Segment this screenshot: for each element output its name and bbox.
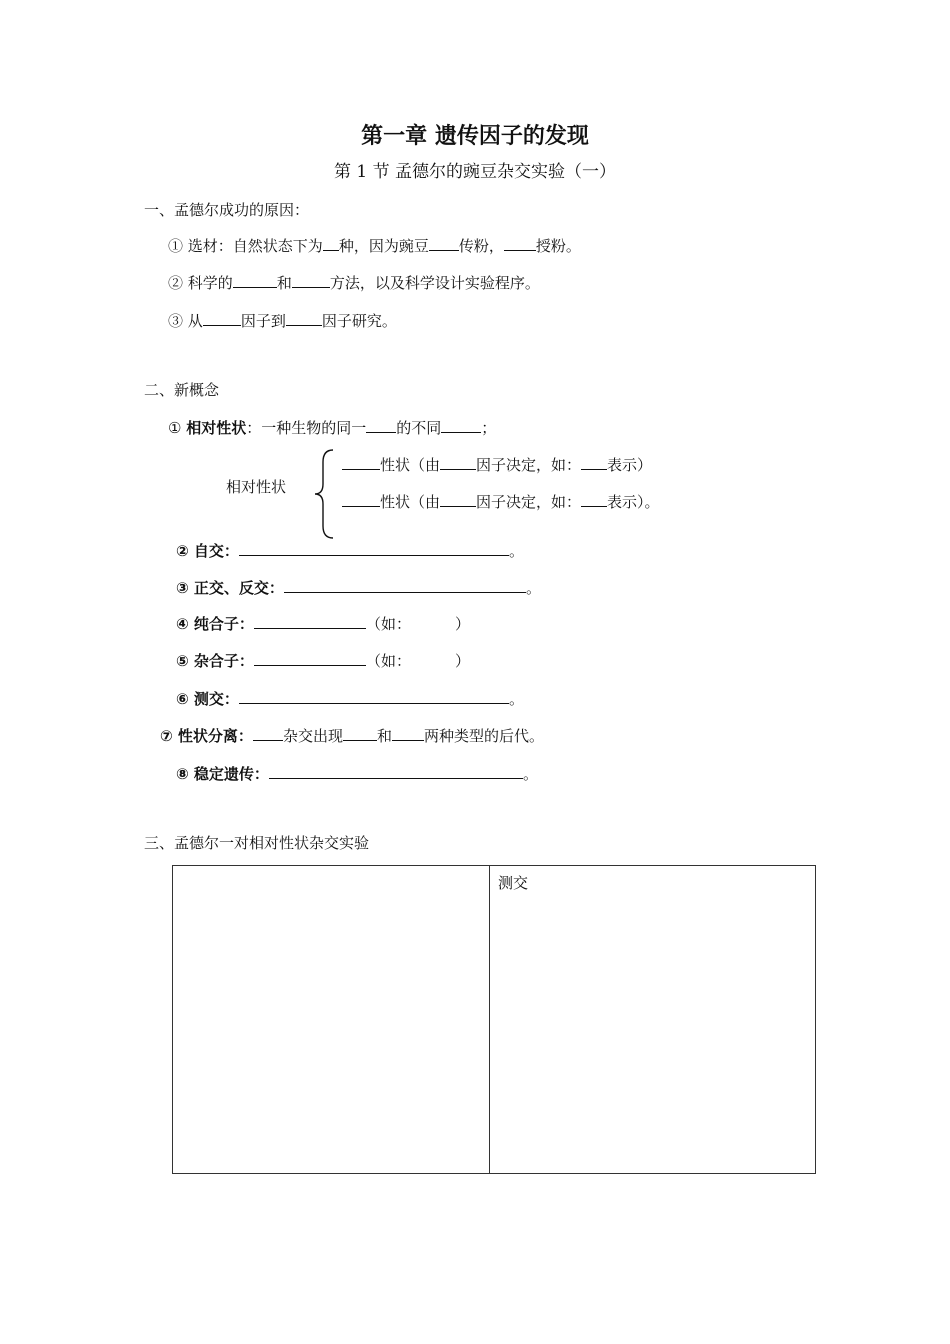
term-label: ③ 正交、反交：	[176, 579, 284, 597]
item-text: 选材：自然状态下为	[187, 237, 323, 255]
item-number: ③	[168, 312, 184, 330]
blank	[429, 235, 459, 251]
blank	[366, 417, 396, 433]
item-text: 一种生物的同一	[261, 419, 367, 437]
blank	[392, 725, 424, 741]
blank	[581, 491, 607, 507]
section2-heading: 二、新概念	[144, 381, 220, 399]
item-text: 的不同	[396, 419, 442, 437]
blank	[343, 725, 377, 741]
blank	[203, 310, 241, 326]
blank	[342, 491, 380, 507]
section1-item2	[168, 272, 540, 293]
brace-row-2	[342, 491, 660, 512]
blank	[239, 688, 509, 704]
blank	[504, 235, 536, 251]
blank	[441, 417, 481, 433]
item-number: ①	[168, 237, 184, 255]
item-text: 杂交出现	[282, 727, 343, 745]
section1-item3	[168, 310, 397, 331]
row-text: 表示）	[607, 456, 653, 474]
blank	[254, 650, 366, 666]
testcross-label: 测交	[498, 874, 529, 892]
end-mark: 。	[508, 542, 524, 560]
blank	[323, 235, 339, 251]
cross-cell[interactable]	[173, 866, 490, 1174]
item-text: 授粉。	[535, 237, 581, 255]
item-text: 因子研究。	[321, 312, 397, 330]
item-text: 两种类型的后代。	[423, 727, 544, 745]
item-text: 种，因为豌豆	[338, 237, 429, 255]
section2-item7	[160, 725, 544, 746]
row-text: 因子决定，如：	[476, 493, 582, 511]
blank	[253, 725, 283, 741]
term-label: ⑦ 性状分离：	[160, 727, 253, 745]
section2-item2	[176, 540, 524, 561]
section1-item1	[168, 235, 581, 256]
blank	[284, 577, 526, 593]
row-text: 表示）。	[607, 493, 660, 511]
row-text: 因子决定，如：	[476, 456, 582, 474]
term-label: ② 自交：	[176, 542, 239, 560]
term-label: ⑧ 稳定遗传：	[176, 765, 269, 783]
section2-item1	[168, 417, 496, 438]
item-number: ②	[168, 274, 184, 292]
blank	[239, 540, 509, 556]
curly-brace-icon	[313, 448, 337, 540]
testcross-cell[interactable]	[490, 866, 816, 1174]
item-text: 传粉，	[458, 237, 504, 255]
page-title: 第一章 遗传因子的发现	[361, 124, 589, 149]
colon: ：	[246, 419, 262, 437]
brace-row-1	[342, 454, 652, 475]
row-text: 性状（由	[380, 456, 441, 474]
term-label: ⑤ 杂合子：	[176, 652, 254, 670]
experiment-table	[172, 865, 816, 1174]
item-text: 和	[276, 274, 292, 292]
term-label: ⑥ 测交：	[176, 690, 239, 708]
section2-item5	[176, 650, 470, 671]
paren-close: ）	[454, 652, 470, 670]
item-number: ①	[168, 419, 182, 437]
section1-heading: 一、孟德尔成功的原因：	[144, 201, 310, 219]
brace-label: 相对性状	[226, 478, 287, 496]
section2-item6	[176, 688, 524, 709]
item-text: 方法，以及科学设计实验程序。	[329, 274, 540, 292]
paren-open: （如：	[365, 652, 411, 670]
section2-item8	[176, 763, 538, 784]
section2-item3	[176, 577, 541, 598]
blank	[269, 763, 523, 779]
item-text: 从	[187, 312, 203, 330]
end-mark: 。	[508, 690, 524, 708]
end-mark: 。	[522, 765, 538, 783]
blank	[254, 613, 366, 629]
blank	[581, 454, 607, 470]
section-subtitle: 第 1 节 孟德尔的豌豆杂交实验（一）	[333, 162, 617, 182]
paren-close: ）	[454, 615, 470, 633]
section2-item4	[176, 613, 470, 634]
end-mark: 。	[525, 579, 541, 597]
blank	[342, 454, 380, 470]
blank	[233, 272, 277, 288]
section3-heading: 三、孟德尔一对相对性状杂交实验	[144, 834, 370, 852]
term: 相对性状	[186, 419, 247, 437]
item-text: 和	[376, 727, 392, 745]
blank	[292, 272, 330, 288]
blank	[440, 491, 476, 507]
blank	[286, 310, 322, 326]
blank	[440, 454, 476, 470]
item-text: ；	[481, 419, 497, 437]
paren-open: （如：	[365, 615, 411, 633]
item-text: 因子到	[240, 312, 286, 330]
item-text: 科学的	[187, 274, 233, 292]
row-text: 性状（由	[380, 493, 441, 511]
term-label: ④ 纯合子：	[176, 615, 254, 633]
